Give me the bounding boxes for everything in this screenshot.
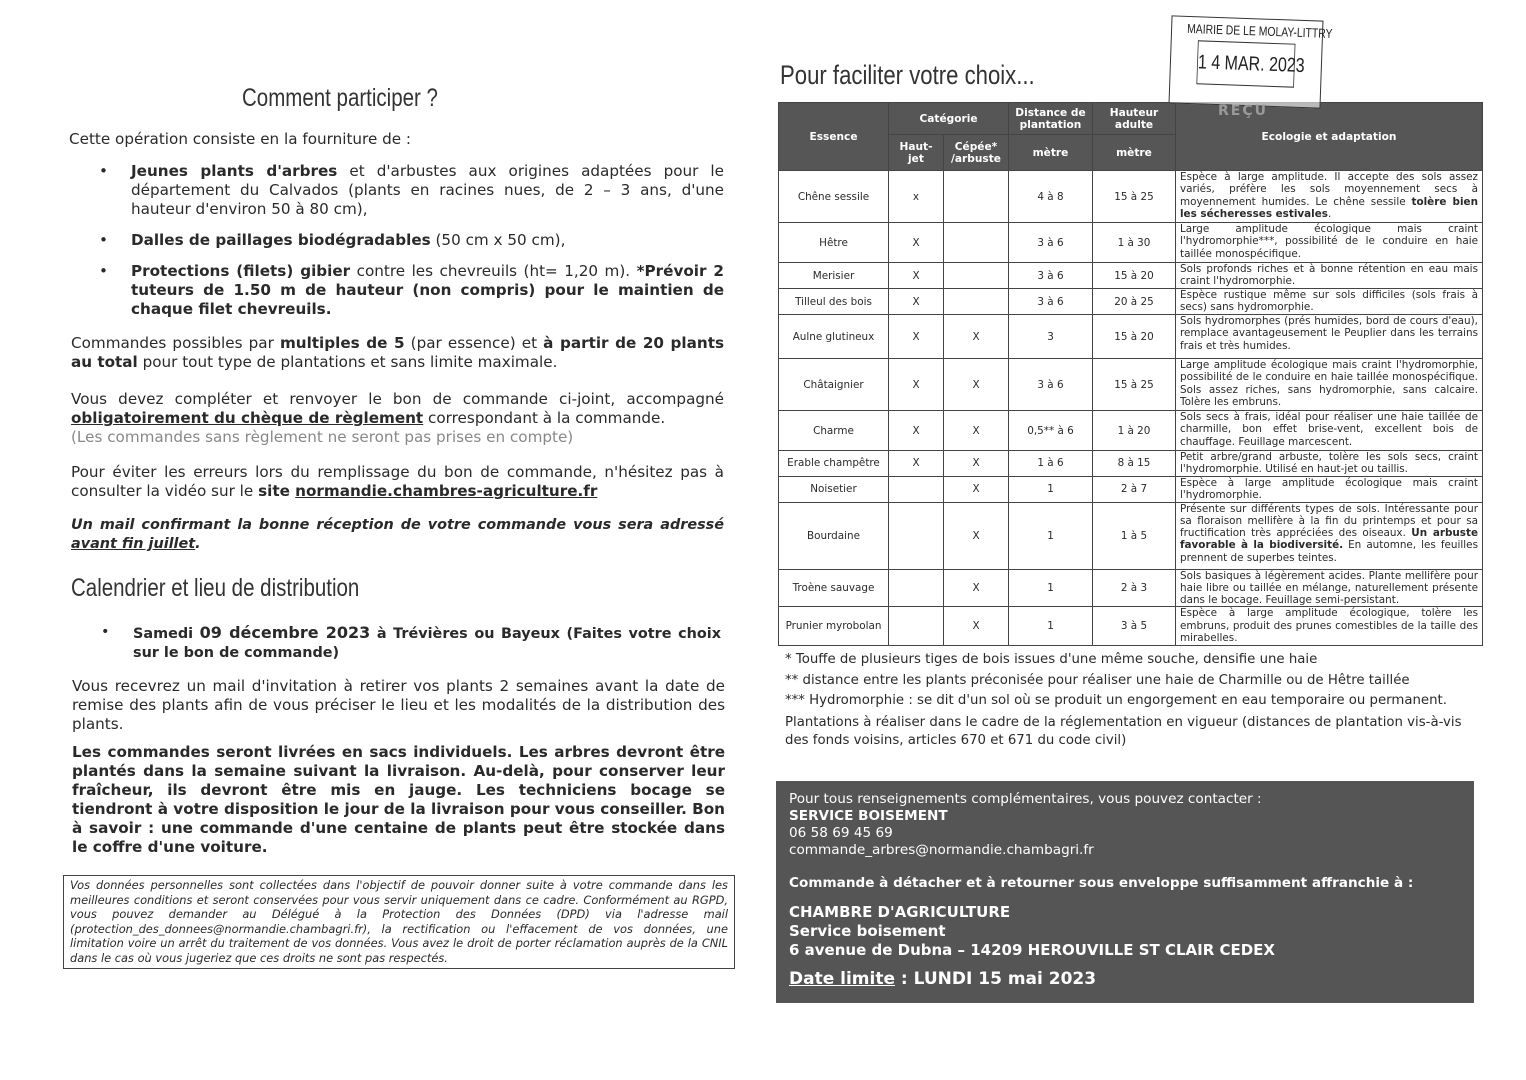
text-segment: pour tout type de plantations et sans limite maximale. [137, 353, 558, 371]
adult-height: 15 à 25 [1093, 359, 1176, 411]
text-segment: Pour éviter les erreurs lors du remplissage du bon de commande, n'hésitez pas à consulter la vidéo sur le [71, 463, 724, 500]
cepee-mark [944, 171, 1009, 223]
plantation-distance: 3 à 6 [1009, 263, 1093, 289]
species-table [778, 102, 1483, 646]
cepee-mark: X [944, 451, 1009, 477]
adult-height: 15 à 20 [1093, 315, 1176, 359]
supply-item [69, 231, 724, 250]
adult-height: 15 à 25 [1093, 171, 1176, 223]
text-segment: (par essence) et [404, 334, 544, 352]
header-ecologie: Ecologie et adaptation [1176, 103, 1483, 171]
supply-item [69, 262, 724, 319]
text-segment: site [258, 482, 296, 500]
text-segment: (50 cm x 50 cm), [430, 231, 566, 249]
text-segment: multiples de 5 [279, 334, 405, 352]
species-row [779, 411, 1483, 451]
cepee-mark: X [944, 502, 1009, 569]
text-segment: à partir de 20 plants au total [71, 334, 724, 371]
text-segment: normandie.chambres-agriculture.fr [295, 482, 598, 500]
deadline [789, 969, 1096, 989]
header-hauteur: Hauteur adulte [1093, 103, 1176, 135]
ecology-description [1176, 315, 1483, 359]
text-segment: Protections (filets) gibier [131, 262, 351, 280]
cepee-mark: X [944, 315, 1009, 359]
header-essence: Essence [779, 103, 889, 171]
cepee-mark: X [944, 607, 1009, 646]
order-payment-text [71, 390, 724, 447]
text-segment: (Les commandes sans règlement ne seront pas prises en compte) [71, 428, 574, 446]
species-row [779, 223, 1483, 263]
rgpd-notice: Vos données personnelles sont collectées dans l'objectif de pouvoir donner suite à votre commande dans les meilleures conditions et seront conservées pour vous servir uniquement dans ce cadre. Conformément au RGPD, vous pouvez demander au Délégué à la Protection des Données (DPD) via l'adresse mail (protection_des_donnees@normandie.chambagri.fr), la rectification ou l'effacement de vos données, une limitation voire un arrêt du traitement de vos données. Vous avez le droit de porter réclamation auprès de la CNIL dans le cas où vous jugeriez que ces droits ne sont pas respectés. [63, 875, 735, 969]
ecology-description [1176, 502, 1483, 569]
species-name: Bourdaine [779, 502, 889, 569]
ecology-description [1176, 223, 1483, 263]
species-row [779, 315, 1483, 359]
adult-height: 2 à 7 [1093, 476, 1176, 502]
deadline-value: : LUNDI 15 mai 2023 [895, 969, 1097, 989]
text-segment: Commandes possibles par [71, 334, 280, 352]
species-name: Aulne glutineux [779, 315, 889, 359]
footnote: *** Hydromorphie : se dit d'un sol où se produit un engorgement en eau temporaire ou permanent. [785, 693, 1447, 708]
stamp-mairie-name: MAIRIE DE LE MOLAY-LITTRY [1186, 20, 1333, 41]
cepee-mark: X [944, 569, 1009, 607]
contact-service: SERVICE BOISEMENT [789, 808, 948, 824]
species-name: Tilleul des bois [779, 289, 889, 315]
ecology-description [1176, 607, 1483, 646]
text-segment: . [1327, 207, 1332, 220]
distribution-list [71, 623, 721, 675]
address-org: CHAMBRE D'AGRICULTURE [789, 903, 1011, 921]
ecology-description [1176, 476, 1483, 502]
haut-jet-mark: X [889, 411, 944, 451]
address-dept: Service boisement [789, 922, 946, 940]
haut-jet-mark: X [889, 451, 944, 477]
text-segment: correspondant à la commande. [423, 409, 666, 427]
address-street: 6 avenue de Dubna – 14209 HEROUVILLE ST CLAIR CEDEX [789, 941, 1275, 959]
text-segment: Espèce rustique même sur sols difficiles (sols frais à secs) sans hydromorphie. [1180, 289, 1478, 314]
haut-jet-mark: X [889, 263, 944, 289]
text-segment: contre les chevreuils (ht= 1,20 m). [350, 262, 637, 280]
plantation-distance: 1 [1009, 569, 1093, 607]
header-categorie: Catégorie [889, 103, 1009, 135]
text-segment: Sols secs à frais, idéal pour réaliser une haie taillée de charmille, bon effet brise-vent, excellent bois de chauffage. Feuillage marcescent. [1180, 411, 1478, 448]
adult-height: 2 à 3 [1093, 569, 1176, 607]
plantation-distance: 1 [1009, 476, 1093, 502]
header-distance-unit: mètre [1009, 135, 1093, 171]
contact-box [776, 781, 1474, 1003]
text-segment: Vous devez compléter et renvoyer le bon de commande ci-joint, accompagné [71, 390, 724, 408]
species-name: Troène sauvage [779, 569, 889, 607]
text-segment: Présente sur différents types de sols. Intéressante pour sa floraison mellifère à la fin du printemps et pour sa fructification très appréciées des oiseaux. [1180, 502, 1478, 540]
text-segment: Large amplitude écologique mais craint l'hydromorphie***, possibilité de le conduire en haie taillée monospécifique. [1180, 223, 1478, 260]
distribution-date-item [71, 623, 721, 663]
species-row [779, 263, 1483, 289]
species-row [779, 451, 1483, 477]
text-segment: Espèce à large amplitude écologique, tolère les embruns, produit des prunes comestibles de la taille des mirabelles. [1180, 607, 1478, 645]
species-row [779, 502, 1483, 569]
species-row [779, 476, 1483, 502]
table-footnotes [785, 650, 1480, 750]
species-row [779, 289, 1483, 315]
haut-jet-mark [889, 607, 944, 646]
section-title-participer: Comment participer ? [242, 84, 438, 112]
ecology-description [1176, 359, 1483, 411]
text-segment: Espèce à large amplitude écologique mais craint l'hydromorphie. [1180, 476, 1478, 501]
species-name: Châtaignier [779, 359, 889, 411]
video-text [71, 463, 724, 501]
text-segment: 09 décembre 2023 [199, 623, 371, 642]
plantation-distance: 1 [1009, 607, 1093, 646]
text-segment: Sols hydromorphes (prés humides, bord de cours d'eau), remplace avantageusement le Peuplier dans les terrains frais et très humides. [1180, 315, 1478, 352]
header-distance: Distance de plantation [1009, 103, 1093, 135]
text-segment: obligatoirement du chèque de règlement [71, 409, 424, 427]
stamp-recu: REÇU [1218, 103, 1268, 119]
contact-email[interactable]: commande_arbres@normandie.chambagri.fr [789, 842, 1094, 858]
plantation-distance: 0,5** à 6 [1009, 411, 1093, 451]
confirmation-mail-text [71, 516, 724, 554]
cepee-mark: X [944, 359, 1009, 411]
species-name: Charme [779, 411, 889, 451]
text-segment: Petit arbre/grand arbuste, tolère les sols secs, craint l'hydromorphie. Utilisé en haut-jet ou taillis. [1180, 451, 1478, 476]
supply-item [69, 162, 724, 219]
detach-instructions: Commande à détacher et à retourner sous enveloppe suffisamment affranchie à : [789, 875, 1414, 891]
cepee-mark [944, 263, 1009, 289]
text-segment: tolère bien les sécheresses estivales [1180, 195, 1479, 220]
text-segment: *Prévoir 2 tuteurs de 1.50 m de hauteur (non compris) pour le maintien de chaque filet chevreuils. [131, 262, 724, 318]
order-multiples-text [71, 334, 724, 372]
species-table-body [779, 171, 1483, 646]
text-segment: Dalles de paillages biodégradables [131, 231, 431, 249]
adult-height: 1 à 30 [1093, 223, 1176, 263]
text-segment: avant fin juillet [71, 536, 196, 552]
adult-height: 1 à 20 [1093, 411, 1176, 451]
section-title-choix: Pour faciliter votre choix... [780, 60, 1035, 90]
footnote: ** distance entre les plants préconisée pour réaliser une haie de Charmille ou de Hêtre taillée [785, 672, 1410, 688]
cepee-mark: X [944, 411, 1009, 451]
haut-jet-mark: X [889, 289, 944, 315]
adult-height: 20 à 25 [1093, 289, 1176, 315]
species-row [779, 171, 1483, 223]
ecology-description [1176, 171, 1483, 223]
species-name: Erable champêtre [779, 451, 889, 477]
cepee-mark: X [944, 476, 1009, 502]
text-segment: à Trévières ou Bayeux (Faites votre choix sur le bon de commande) [133, 626, 721, 661]
stamp-date: 1 4 MAR. 2023 [1196, 40, 1295, 87]
haut-jet-mark: X [889, 359, 944, 411]
ecology-description [1176, 263, 1483, 289]
supply-list [69, 162, 724, 331]
haut-jet-mark: X [889, 315, 944, 359]
haut-jet-mark [889, 502, 944, 569]
adult-height: 3 à 5 [1093, 607, 1176, 646]
text-segment: Espèce à large amplitude. Il accepte des sols assez variés, préfère les sols moyennement secs à moyennement humides. Le chêne sessile [1180, 171, 1478, 208]
text-segment: et d'arbustes aux origines adaptées pour le département du Calvados (plants en racines nues, de 2 – 3 ans, d'une hauteur d'environ 50 à 80 cm), [131, 162, 724, 218]
header-hauteur-unit: mètre [1093, 135, 1176, 171]
species-name: Noisetier [779, 476, 889, 502]
text-segment: En automne, les feuilles prennent de superbes teintes. [1180, 539, 1478, 564]
adult-height: 8 à 15 [1093, 451, 1176, 477]
plantation-distance: 3 à 6 [1009, 289, 1093, 315]
text-segment: Large amplitude écologique mais craint l'hydromorphie, possibilité de le conduire en haie taillée monospécifique. Sols assez riches, sans hydromorphie, sans calcaire. Tolère les embruns. [1180, 359, 1478, 408]
species-row [779, 607, 1483, 646]
plantation-distance: 3 à 6 [1009, 359, 1093, 411]
header-cepee: Cépée* /arbuste [944, 135, 1009, 171]
haut-jet-mark [889, 569, 944, 607]
haut-jet-mark: X [889, 223, 944, 263]
cepee-mark [944, 289, 1009, 315]
deadline-label: Date limite [789, 969, 896, 989]
footnote: Plantations à réaliser dans le cadre de la réglementation en vigueur (distances de plantation vis-à-vis des fonds voisins, articles 670 et 671 du code civil) [785, 714, 1462, 748]
haut-jet-mark: x [889, 171, 944, 223]
species-row [779, 569, 1483, 607]
plantation-distance: 3 [1009, 315, 1093, 359]
text-segment: . [195, 536, 201, 552]
text-segment: Sols basiques à légèrement acides. Plante mellifère pour haie libre ou taillée en mélange, naturellement présente dans le bocage. Feuillage semi-persistant. [1180, 569, 1478, 607]
plantation-distance: 3 à 6 [1009, 223, 1093, 263]
adult-height: 15 à 20 [1093, 263, 1176, 289]
ecology-description [1176, 289, 1483, 315]
cepee-mark [944, 223, 1009, 263]
adult-height: 1 à 5 [1093, 502, 1176, 569]
species-row [779, 359, 1483, 411]
species-name: Chêne sessile [779, 171, 889, 223]
plantation-distance: 4 à 8 [1009, 171, 1093, 223]
species-name: Prunier myrobolan [779, 607, 889, 646]
text-segment: Un arbuste favorable à la biodiversité. [1180, 527, 1478, 552]
haut-jet-mark [889, 476, 944, 502]
ecology-description [1176, 451, 1483, 477]
intro-text: Cette opération consiste en la fourniture de : [69, 130, 412, 148]
header-haut-jet: Haut-jet [889, 135, 944, 171]
contact-phone: 06 58 69 45 69 [789, 825, 893, 841]
species-name: Merisier [779, 263, 889, 289]
species-name: Hêtre [779, 223, 889, 263]
text-segment: Samedi [133, 626, 200, 642]
plantation-distance: 1 [1009, 502, 1093, 569]
contact-intro: Pour tous renseignements complémentaires, vous pouvez contacter : [789, 791, 1262, 807]
delivery-text: Les commandes seront livrées en sacs individuels. Les arbres devront être plantés dans la semaine suivant la livraison. Au-delà, pour conserver leur fraîcheur, ils devront être mis en jauge. Les techniciens bocage se tiendront à votre disposition le jour de la livraison pour vous conseiller. Bon à savoir : une commande d'une centaine de plants peut être stockée dans le coffre d'une voiture. [72, 743, 725, 856]
footnote: * Touffe de plusieurs tiges de bois issues d'une même souche, densifie une haie [785, 652, 1318, 667]
invitation-text: Vous recevrez un mail d'invitation à retirer vos plants 2 semaines avant la date de remise des plants afin de vous préciser le lieu et les modalités de la distribution des plants. [72, 677, 725, 733]
section-title-calendrier: Calendrier et lieu de distribution [71, 574, 360, 602]
plantation-distance: 1 à 6 [1009, 451, 1093, 477]
text-segment: Un mail confirmant la bonne réception de votre commande vous sera adressé [71, 517, 724, 533]
ecology-description [1176, 569, 1483, 607]
text-segment: Jeunes plants d'arbres [131, 162, 338, 180]
text-segment: Sols profonds riches et à bonne rétention en eau mais craint l'hydromorphie. [1180, 263, 1478, 288]
mairie-stamp [1169, 15, 1333, 108]
ecology-description [1176, 411, 1483, 451]
